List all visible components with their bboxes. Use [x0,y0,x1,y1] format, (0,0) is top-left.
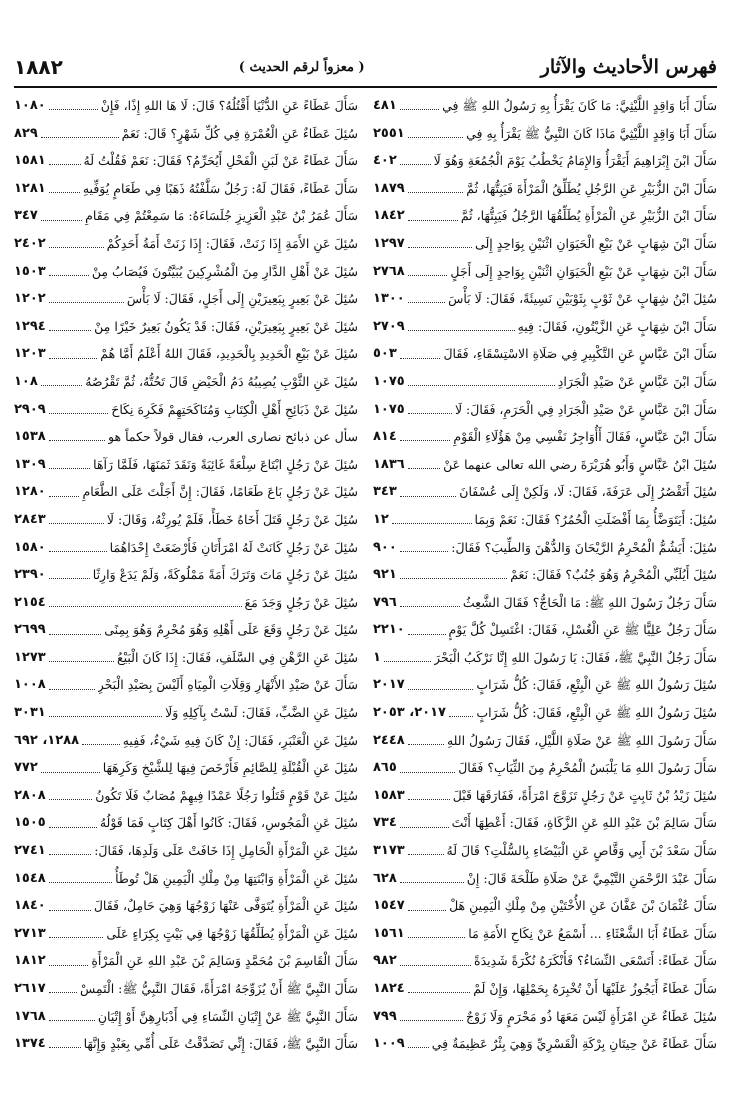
dot-leader [49,634,102,635]
dot-leader [400,882,464,883]
entry-text: سَأَلَ عُمَرُ بْنُ عَبْدِ الْعَزِيزِ جُلَسَاءَهُ: مَا سَمِعْتُمْ فِي مَقَامِ [85,208,358,224]
dot-leader [400,965,471,966]
hadith-number: ١٥٦١ [373,925,405,941]
index-entry [373,754,717,782]
dot-leader [41,137,119,138]
index-page [14,0,717,1110]
index-entry [14,92,358,120]
hadith-number: ١٥٠٥ [14,815,46,831]
entry-text: سَأَلَ عَطَاءً عَنْ لَبَنِ الْفَحْلِ أَيُحَرِّمُ؟ فَقَالَ: نَعَمْ فَقُلْتُ لَهُ [83,153,358,169]
hadith-number: ٧٧٢ [14,760,38,776]
index-entry [14,616,358,644]
dot-leader [408,689,474,690]
entry-text: سَأَلَ رَجُلٌ رَسُولَ اللهِ ﷺ: مَا الْحَاجُّ؟ فَقَالَ الشَّعِثُ [462,594,717,610]
dot-leader [408,330,515,331]
entry-text: سَأَلَ ابْنَ الزُّبَيْرِ عَنِ الْمَرْأَةِ يُطَلِّقُهَا الرَّجُلُ فَيَبِتُّهَا، ثُمَّ [460,208,717,224]
hadith-number: ٢٧٠٩ [373,318,405,334]
entry-text: سُئِلَ عَنْ بَعِيرٍ بِبَعِيرَيْنِ، فَقَالَ: قَدْ يَكُونُ بَعِيرٌ خَيْرًا مِنْ [94,318,358,334]
entry-text: سَأَلَ عَطَاءً عَنِ الدُّنْيَا أَقْتُلُهُ؟ قَالَ: لَا هَا اللهِ إِذًا، فَإِنْ [100,98,358,113]
dot-leader [408,744,444,745]
hadith-number: ٤٨١ [373,98,397,113]
index-entry [373,423,717,451]
entry-text: سَأَلَ عُثْمَانَ بْنَ عَفَّانَ عَنِ الأُخْتَيْنِ مِنْ مِلْكِ الْيَمِينِ هَلْ [449,898,717,914]
entry-text: سُئِلَ عَنِ الْمَرْأَةِ يُطَلِّقُهَا زَوْجُهَا فِي بَيْتٍ بِكِرَاءٍ عَلَى [106,925,358,941]
hadith-number: ١٠٧٥ [373,373,405,389]
index-entry [14,478,358,506]
dot-leader [49,661,114,662]
hadith-number: ٢٧١٣ [14,925,46,941]
hadith-number: ١٨٤٢ [373,208,405,224]
index-entry [373,147,717,175]
index-entry [373,589,717,617]
index-entry [14,1003,358,1031]
dot-leader [400,578,507,579]
entry-text: سَأَلَ عَطَاءً عَنْ حِيتَانِ بِرْكَةِ الْقَسْرِيِّ وَهِيَ بِئْرٌ عَظِيمَةٌ فِي [431,1036,717,1052]
index-entry [14,809,358,837]
index-entry [14,230,358,258]
entry-text: سُئِلَ أَيُلَبِّي الْمُحْرِمُ وَهُوَ جُنُبٌ؟ فَقَالَ: نَعَمْ [510,567,717,583]
index-entry [373,727,717,755]
index-entry [14,920,358,948]
entry-text: سُئِلَ ابْنُ شِهَابٍ عَنْ ثَوْبٍ بِثَوْبَيْنِ نَسِيئَةً، فَقَالَ: لَا بَأْسَ [448,291,717,307]
book-title: فهرس الأحاديث والآثار [540,56,717,78]
entry-text: سَأَلَ عَنْ صَيْدِ الأَنْهَارِ وَقِلَاتِ الْمِيَاهِ أَلَيْسَ بِصَيْدِ الْبَحْرِ [97,677,358,693]
dot-leader [408,385,555,386]
entry-text: سَأَلَ النَّبِيَّ ﷺ عَنْ إِتْيَانِ النِّسَاءِ فِي أَدْبَارِهِنَّ أَوْ إِتْيَانِ [97,1008,358,1024]
index-entry [14,561,358,589]
entry-text: سَأَلَ رَجُلٌ النَّبِيَّ ﷺ، فَقَالَ: يَا رَسُولَ اللهِ إِنَّا نَرْكَبُ الْبَحْرَ [434,649,717,665]
dot-leader [400,496,456,497]
entry-text: سُئِلَ عَنِ الْمَجُوسِ، فَقَالَ: كَانُوا أَهْلَ كِتَابٍ فَمَا قَوْلُهُ [99,815,358,831]
entry-text: سُئِلَ عَنْ قَوْمٍ قَتَلُوا رَجُلًا عَمْدًا فِيهِمْ مُصَابٌ فَلَا تَكُونُ [95,787,358,803]
entry-text: سُئِلَ عَطَاءٌ عَنِ امْرَأَةٍ لَيْسَ مَعَهَا ذُو مَحْرَمٍ وَلَا زَوْجٌ [465,1008,717,1024]
hadith-number: ١٨١٢ [14,953,46,969]
index-entry [373,671,717,699]
dot-leader [49,468,90,469]
hadith-number: ١٥٨٣ [373,787,405,803]
dot-leader [49,523,104,524]
dot-leader [400,164,431,165]
dot-leader [408,192,464,193]
hadith-number: ١٥٠٣ [14,263,46,279]
hadith-number: ٨١٤ [373,429,397,445]
index-entry [14,947,358,975]
hadith-number: ١٨٤٠ [14,898,46,914]
hadith-number: ١٧٦٨ [14,1008,46,1024]
hadith-number: ١٠٠٨ [14,677,46,693]
hadith-number: ١٣٠٠ [373,291,405,307]
entry-text: سُئِلَ عَنِ الْمَرْأَةِ يُتَوَفَّى عَنْهَا زَوْجُهَا وَهِيَ حَامِلٌ، فَقَالَ [93,898,358,914]
entry-text: سَأَلَ ابْنَ إِبْرَاهِيمَ أَيَقْرَأُ وَالإِمَامُ يَخْطُبُ يَوْمَ الْجُمُعَةِ وَهُوَ لَا [433,153,717,169]
hadith-number: ٢٩٠٩ [14,401,46,417]
index-entry [373,258,717,286]
hadith-number: ٩٨٢ [373,953,397,969]
entry-text: سُئِلَ عَنْ بَيْعِ الْحَدِيدِ بِالْحَدِيدِ، فَقَالَ اللهُ أَعْلَمُ أَمَّا هُمْ [100,346,358,362]
index-entry [14,644,358,672]
index-entry [373,120,717,148]
dot-leader [49,330,91,331]
entry-text: سأل عن ذبائح نصارى العرب، فقال قولاً حكماً هو [108,429,358,445]
index-entry [373,865,717,893]
hadith-number: ١٥٤٨ [14,870,46,886]
entry-text: سُئِلَ عَنِ الْقُبْلَةِ لِلصَّائِمِ فَأَرْخَصَ فِيهَا لِلشَّيْخِ وَكَرِهَهَا [102,760,358,776]
index-entry [373,809,717,837]
entry-text: سُئِلَ عَنِ الضَّبِّ، فَقَالَ: لَسْتُ بِآكِلِهِ وَلَا [165,705,358,721]
hadith-number: ١٠٨٠ [14,98,46,113]
dot-leader [49,109,98,110]
entry-text: سَأَلَ ابْنَ شِهَابٍ عَنِ الزَّيْتُونِ، فَقَالَ: فِيهِ [517,318,717,334]
index-entry [373,699,717,727]
entry-text: سُئِلَ عَنْ رَجُلٍ بَاعَ طَعَامًا، فَقَالَ: إِنَّ أَجَلْتَ عَلَى الطَّعَامِ [82,484,358,500]
index-entry [373,396,717,424]
index-entry [373,451,717,479]
entry-text: سَأَلَ رَجُلٌ عَلِيًّا ﷺ عَنِ الْغُسْلِ، فَقَالَ: اغْتَسِلْ كُلَّ يَوْمٍ [448,622,717,638]
entry-text: سُئِلَ: أَيَشُمُّ الْمُحْرِمُ الرَّيْحَانَ وَالدُّهْنَ وَالطِّيبَ؟ فَقَالَ: [451,539,717,555]
hadith-number: ١٢٨١ [14,180,46,196]
hadith-number: ٢٥٥١ [373,125,405,141]
hadith-number: ٩٠٠ [373,539,397,555]
hadith-number: ١٠٨ [14,373,38,389]
dot-leader [400,1020,463,1021]
hadith-number: ٢٦١٧ [14,981,46,996]
entry-text: سُئِلَ عَنْ رَجُلٍ قَتَلَ أَخَاهُ خَطَأً، فَلَمْ يُورِثْهُ، وَقَالَ: لَا [106,511,358,527]
hadith-number: ١٥٨٠ [14,539,46,555]
index-entry [14,782,358,810]
entry-text: سُئِلَ عَنْ ذَبَائِحِ أَهْلِ الْكِتَابِ وَمُنَاكَحَتِهِمْ فَكَرِهَ نِكَاحَ [111,401,358,417]
index-entry [373,92,717,120]
index-entry [373,920,717,948]
entry-text: سُئِلَ ابْنُ عَبَّاسٍ وَأَبُو هُرَيْرَةَ رضي الله تعالى عنهما عَنْ [443,456,717,472]
entry-text: سُئِلَ عَنْ رَجُلٍ مَاتَ وَتَرَكَ أَمَةً مَمْلُوكَةً، وَلَمْ يَدَعْ وَارِثًا [92,567,358,583]
hadith-number: ١٠٠٩ [373,1036,405,1052]
index-entry [14,368,358,396]
index-entry [14,1030,358,1058]
hadith-number: ١ [373,649,381,665]
dot-leader [408,1047,429,1048]
dot-leader [408,247,472,248]
hadith-number: ١٢٠٣ [14,346,46,362]
entry-text: سُئِلَ عَنْ رَجُلٍ وَقَعَ عَلَى أَهْلِهِ وَهُوَ مُحْرِمٌ وَهُوَ بِمِنًى [104,622,358,638]
index-entry [373,837,717,865]
entry-text: سُئِلَ عَنِ الأَمَةِ إِذَا زَنَتْ، فَقَالَ: إِذَا زَنَتْ أَمَةُ أَحَدِكُمْ [106,235,358,251]
hadith-number: ٣٠٣١ [14,705,46,721]
dot-leader [408,275,448,276]
dot-leader [408,854,444,855]
dot-leader [408,220,458,221]
entry-text: سَأَلَ رَسُولَ اللهِ ﷺ عَنْ صَلَاةِ اللَّيْلِ، فَقَالَ رَسُولُ اللهِ [446,732,717,748]
hadith-number: ١٢٨٠ [14,484,46,500]
index-entry [14,313,358,341]
index-entry [373,368,717,396]
dot-leader [408,302,445,303]
index-entry [14,754,358,782]
entry-text: سَأَلَ ابْنَ عَبَّاسٍ، فَقَالَ أَأُوَاجِرُ نَفْسِي مِنْ هَؤُلَاءِ الْقَوْمِ [453,429,717,445]
dot-leader [41,772,100,773]
index-entry [373,506,717,534]
page-header [14,48,717,88]
dot-leader [400,827,449,828]
entry-text: سَأَلَ ابْنَ شِهَابٍ عَنْ بَيْعِ الْحَيَوَانِ اثْنَيْنِ بِوَاحِدٍ إِلَى أَجَلٍ [450,263,717,279]
entry-text: سُئِلَ عَنْ أَهْلِ الدَّارِ مِنَ الْمُشْرِكِينَ يُبَيَّتُونَ فَيُصَابُ مِنْ [91,263,358,279]
entry-text: سَأَلَ الْقَاسِمَ بْنَ مُحَمَّدٍ وَسَالِمَ بْنَ عَبْدِ اللهِ عَنِ الْمَرْأَةِ [91,953,358,969]
entry-text: سَأَلَ عَطَاءً، فَقَالَ لَهُ: رَجُلٌ سَلَّفْتُهُ ذَهَبًا فِي طَعَامٍ يُوَفِّيهِ [82,180,358,196]
index-entry [373,534,717,562]
entry-text: سُئِلَ: أَيَتَوَضَّأُ بِمَا أَفْضَلَتِ الْحُمُرُ؟ فَقَالَ: نَعَمْ وَبِمَا [474,511,717,527]
dot-leader [49,164,81,165]
entry-text: سُئِلَ عَنْ رَجُلٍ وَجَدَ مَعَ [244,594,358,610]
index-entry [14,671,358,699]
index-entry [373,202,717,230]
entry-text: سُئِلَ رَسُولُ اللهِ ﷺ عَنِ الْبِتْعِ، فَقَالَ: كُلُّ شَرَابٍ [476,705,717,721]
dot-leader [449,716,473,717]
index-entry [14,423,358,451]
dot-leader [49,578,90,579]
dot-leader [49,716,162,717]
entry-text: سُئِلَ عَنِ الثَّوْبِ يُصِيبُهُ دَمُ الْحَيْضِ قَالَ تَحُتُّهُ، ثُمَّ تَقْرُصُهُ [85,373,358,389]
hadith-number: ١٢٩٧ [373,235,405,251]
index-entry [373,230,717,258]
dot-leader [49,882,112,883]
entry-text: سَأَلَ عَبْدَ الرَّحْمَنِ التَّيْمِيَّ عَنْ صَلَاةِ طَلْحَةَ قَالَ: إِنْ [466,870,717,886]
hadith-number: ٨٦٥ [373,760,397,776]
index-entry [14,589,358,617]
index-entry [14,147,358,175]
entry-text: سُئِلَ عَنْ بَعِيرٍ بِبَعِيرَيْنِ إِلَى أَجَلٍ، فَقَالَ: لَا بَأْسَ [126,291,358,307]
dot-leader [408,992,470,993]
index-entry [14,534,358,562]
index-entry [373,285,717,313]
entry-text: سُئِلَ عَنِ الرَّهْنِ فِي السَّلَفِ، فَقَالَ: إِذَا كَانَ الْبَيْعُ [116,649,358,665]
dot-leader [41,220,82,221]
page-number: ١٨٨٢ [14,55,63,79]
entry-text: سُئِلَ أَتَقْصُرُ إِلَى عَرَفَةَ، فَقَالَ: لَا، وَلَكِنْ إِلَى عُسْفَانَ [459,484,717,500]
hadith-number: ١٠٧٥ [373,401,405,417]
dot-leader [408,937,466,938]
index-entry [14,202,358,230]
index-entry [373,616,717,644]
entry-text: سُئِلَ عَنِ الْمَرْأَةِ وَابْنَتِهَا مِنْ مِلْكِ الْيَمِينِ هَلْ تُوطَأُ [115,870,358,886]
dot-leader [41,385,82,386]
hadith-number: ٥٠٣ [373,346,397,362]
hadith-number: ٢٢١٠ [373,622,405,638]
left-column [14,92,358,1058]
entry-text: سَأَلَ ابْنَ عَبَّاسٍ عَنِ التَّكْبِيرِ فِي صَلَاةِ الاسْتِسْقَاءِ، فَقَالَ [443,346,717,362]
index-entry [373,782,717,810]
hadith-number: ٢٨٤٣ [14,511,46,527]
hadith-number: ١٥٨١ [14,153,46,169]
hadith-number: ١٥٣٨ [14,429,46,445]
dot-leader [400,551,448,552]
entry-text: سُئِلَ رَسُولُ اللهِ ﷺ عَنِ الْبِتْعِ، فَقَالَ: كُلُّ شَرَابٍ [476,677,717,693]
index-entry [14,837,358,865]
index-entry [373,1030,717,1058]
entry-text: سَأَلَ سَعْدَ بْنَ أَبِي وَقَّاصٍ عَنِ الْبَيْضَاءِ بِالسُّلْتِ؟ قَالَ لَهُ [446,843,717,859]
dot-leader [49,799,92,800]
hadith-number: ١٢٧٣ [14,649,46,665]
hadith-number: ٧٩٩ [373,1008,397,1024]
dot-leader [400,606,460,607]
entry-text: سُئِلَ عَطَاءٌ عَنِ الْعُمْرَةِ فِي كُلِّ شَهْرٍ؟ قَالَ: نَعَمْ [121,125,358,141]
hadith-number: ٩٢١ [373,567,397,583]
index-entry [14,340,358,368]
dot-leader [49,606,242,607]
index-entry [373,340,717,368]
index-entry [14,175,358,203]
dot-leader [49,358,98,359]
entry-text: سَأَلَ سَالِمَ بْنَ عَبْدِ اللهِ عَنِ الزَّكَاةِ، فَقَالَ: أَعْطِهَا أَنْتَ [451,815,717,831]
dot-leader [400,440,451,441]
dot-leader [49,275,89,276]
entry-text: سُئِلَ عَنْ رَجُلٍ كَانَتْ لَهُ امْرَأَتَانِ فَأَرْضَعَتْ إِحْدَاهُمَا [109,539,358,555]
index-entry [373,313,717,341]
dot-leader [49,413,109,414]
hadith-number: ٣٤٣ [373,484,397,500]
index-entry [14,451,358,479]
dot-leader [49,1020,95,1021]
index-entry [14,285,358,313]
entry-text: سَأَلَ عَطَاءً: أَتَسْعَى النِّسَاءُ؟ فَأَنْكَرَهُ نُكْرَةً شَدِيدَةً [474,953,717,969]
entry-text: سَأَلَ عَطَاءً أَيَجُوزُ عَلَيْهَا أَنْ تُخْبِرَهُ بِحَمْلِهَا، وَإِنْ لَمْ [473,981,717,996]
entry-text: سَأَلَ رَسُولَ اللهِ مَا يَلْبَسُ الْمُحْرِمُ مِنَ الثِّيَابِ؟ فَقَالَ [458,760,717,776]
hadith-number: ١٨٣٦ [373,456,405,472]
entry-text: سَأَلَ النَّبِيَّ ﷺ، فَقَالَ: إِنِّي تَصَدَّقْتُ عَلَى أُمِّي بِعَبْدٍ وَإِنَّهَا [83,1036,358,1052]
dot-leader [408,910,446,911]
dot-leader [82,744,120,745]
entry-text: سَأَلَ ابْنَ عَبَّاسٍ عَنْ صَيْدِ الْجَرَادِ فِي الْحَرَمِ، فَقَالَ: لَا [454,401,717,417]
entry-text: سَأَلَ ابْنَ عَبَّاسٍ عَنْ صَيْدِ الْجَرَادِ [557,373,717,389]
hadith-number: ٣١٧٣ [373,843,405,859]
index-subtitle: ( معزواً لرقم الحديث ) [238,59,365,75]
hadith-number: ٢٠١٧، ٢٠٥٣ [373,705,446,721]
hadith-number: ٧٣٤ [373,815,397,831]
dot-leader [49,1047,81,1048]
dot-leader [384,661,431,662]
index-entry [373,892,717,920]
index-entry [14,727,358,755]
hadith-number: ٢١٥٤ [14,594,46,610]
entry-text: سَأَلَ ابْنَ الزُّبَيْرِ عَنِ الرَّجُلِ يُطَلِّقُ الْمَرْأَةَ فَيَبِتُّهَا، ثُمَّ [466,180,717,196]
hadith-number: ١٣٧٤ [14,1036,46,1052]
dot-leader [408,468,440,469]
index-entry [14,892,358,920]
dot-leader [400,358,441,359]
dot-leader [49,440,105,441]
dot-leader [408,137,463,138]
index-entry [373,478,717,506]
index-entry [14,865,358,893]
index-entry [14,258,358,286]
entry-text: سَأَلَ النَّبِيَّ ﷺ أَنْ يُزَوِّجَهُ امْرَأَةً، فَقَالَ النَّبِيُّ ﷺ: الْتَمِسْ [79,981,358,996]
entry-text: سَأَلَ عَطَاءٌ أَبَا الشَّعْثَاءِ ... أَسْمَعُ عَنْ نِكَاحِ الأَمَةِ مَا [468,925,717,941]
dot-leader [49,854,91,855]
hadith-number: ٢٠١٧ [373,677,405,693]
dot-leader [408,634,446,635]
hadith-number: ١٨٧٩ [373,180,405,196]
dot-leader [49,302,124,303]
index-entry [14,120,358,148]
dot-leader [400,772,455,773]
index-entry [14,396,358,424]
index-entry [373,561,717,589]
entry-text: سَأَلَ ابْنَ شِهَابٍ عَنْ بَيْعِ الْحَيَوَانِ اثْنَيْنِ بِوَاحِدٍ إِلَى [475,235,717,251]
index-entry [14,699,358,727]
hadith-number: ٢٨٠٨ [14,787,46,803]
hadith-number: ٢٧٦٨ [373,263,405,279]
hadith-number: ٧٩٦ [373,594,397,610]
hadith-number: ١٢ [373,511,389,527]
right-column [373,92,717,1058]
index-entry [14,975,358,1003]
hadith-number: ١٥٤٧ [373,898,405,914]
entry-text: سَأَلَ أَبَا وَاقِدٍ اللَّيْثِيَّ مَاذَا كَانَ النَّبِيُّ ﷺ يَقْرَأُ بِهِ فِي [466,125,717,141]
hadith-number: ٨٢٩ [14,125,38,141]
dot-leader [49,937,104,938]
hadith-number: ٢٤٠٢ [14,235,46,251]
dot-leader [49,992,77,993]
dot-leader [49,247,104,248]
index-entry [373,947,717,975]
index-entry [373,975,717,1003]
hadith-number: ٢٤٤٨ [373,732,405,748]
index-entry [373,644,717,672]
entry-text: سُئِلَ عَنِ الْمَرْأَةِ الْحَامِلِ إِذَا خَافَتْ عَلَى وَلَدِهَا، فَقَالَ: [94,843,358,859]
hadith-number: ٢٦٩٩ [14,622,46,638]
entry-text: سَأَلَ أَبَا وَاقِدٍ اللَّيْثِيَّ: مَا كَانَ يَقْرَأُ بِهِ رَسُولُ اللهِ ﷺ فِي [442,98,717,113]
index-entry [373,1003,717,1031]
hadith-number: ١٢٩٤ [14,318,46,334]
dot-leader [400,109,439,110]
dot-leader [49,827,97,828]
hadith-number: ٤٠٢ [373,153,397,169]
hadith-number: ١٨٢٤ [373,981,405,996]
hadith-number: ١٢٨٨، ٦٩٢ [14,732,80,748]
dot-leader [49,496,80,497]
hadith-number: ٢٧٤١ [14,843,46,859]
dot-leader [392,523,472,524]
dot-leader [49,689,95,690]
dot-leader [49,910,91,911]
hadith-number: ١٣٠٩ [14,456,46,472]
entry-text: سُئِلَ عَنْ رَجُلٍ ابْتَاعَ سِلْعَةً غَائِبَةً وَنَقَدَ ثَمَنَهَا، فَلَمَّا رَآهَا [93,456,358,472]
dot-leader [49,192,80,193]
dot-leader [408,413,452,414]
index-entry [373,175,717,203]
hadith-number: ٦٢٨ [373,870,397,886]
index-entry [14,506,358,534]
entry-text: سُئِلَ عَنِ الْعَنْبَرِ، فَقَالَ: إِنْ كَانَ فِيهِ شَيْءٌ، فَفِيهِ [122,732,358,748]
dot-leader [49,965,89,966]
entry-text: سُئِلَ زَيْدُ بْنُ ثَابِتٍ عَنْ رَجُلٍ تَزَوَّجَ امْرَأَةً، فَفَارَقَهَا قَبْلَ [452,787,717,803]
dot-leader [49,551,107,552]
dot-leader [408,799,450,800]
hadith-number: ٢٣٩٠ [14,567,46,583]
hadith-number: ١٢٠٢ [14,291,46,307]
index-columns [14,92,717,1058]
hadith-number: ٣٤٧ [14,208,38,224]
